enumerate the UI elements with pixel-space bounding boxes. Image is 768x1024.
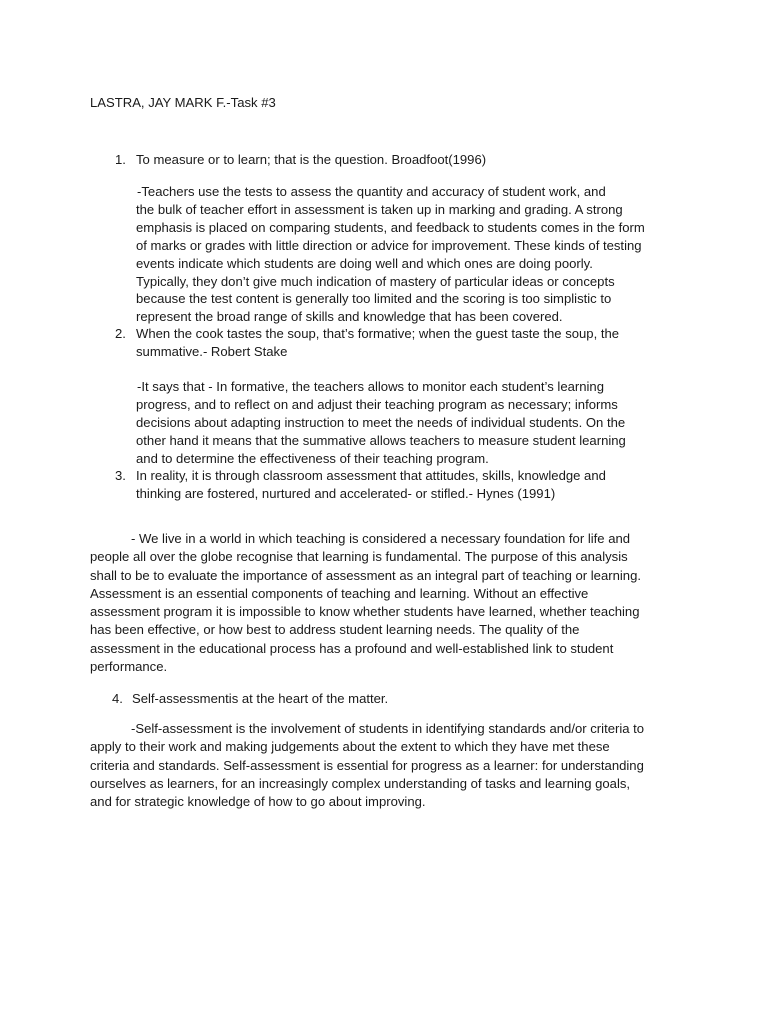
item-3-explanation-line: performance. [90,659,168,675]
item-3-number: 3. [115,468,126,483]
item-2-explanation-line: and to determine the effectiveness of their teaching program. [136,450,489,466]
item-2-explanation [136,378,626,468]
item-2-explanation-line: decisions about adapting instruction to meet the needs of individual students. On the [136,414,626,430]
item-4-explanation-line: apply to their work and making judgements about the extent to which they have met these [90,739,610,755]
item-1-explanation-line: the bulk of teacher effort in assessment is taken up in marking and grading. A strong [136,201,623,217]
item-1-explanation-line: events indicate which students are doing well and which ones are doing poorly. [136,255,593,271]
item-1-explanation [136,183,645,326]
item-2-explanation-line: progress, and to reflect on and adjust their teaching program as necessary; informs [136,396,618,412]
item-3-explanation [90,530,641,676]
item-3-quote-line: In reality, it is through classroom assessment that attitudes, skills, knowledge and [136,468,606,483]
item-1-number: 1. [115,152,126,167]
item-3-explanation-line: assessment in the educational process has a profound and well-established link to student [90,640,614,656]
item-3-explanation-line: Assessment is an essential components of teaching and learning. Without an effective [90,585,589,601]
item-1-explanation-line: -Teachers use the tests to assess the quantity and accuracy of student work, and [137,184,606,199]
item-4-quote: Self-assessmentis at the heart of the matter. [132,691,389,706]
item-3-explanation-line: assessment program it is impossible to know whether students have learned, whether teaching [90,604,640,620]
item-1-explanation-line: represent the broad range of skills and knowledge that has been covered. [136,309,563,325]
item-4-number: 4. [112,691,123,706]
item-4-explanation-line: -Self-assessment is the involvement of students in identifying standards and/or criteria to [131,721,645,736]
item-3-explanation-line: shall to be to evaluate the importance of assessment as an integral part of teaching or learning. [90,567,641,583]
item-2-quote-line: summative.- Robert Stake [136,343,288,359]
item-4-explanation-line: criteria and standards. Self-assessment is essential for progress as a learner: for understanding [90,757,644,773]
item-1-quote: To measure or to learn; that is the question. Broadfoot(1996) [136,152,487,167]
item-4-explanation-line: and for strategic knowledge of how to go about improving. [90,794,426,810]
item-2-quote [136,325,619,361]
item-4-explanation-line: ourselves as learners, for an increasingly complex understanding of tasks and learning goals, [90,775,631,791]
item-3-explanation-line: people all over the globe recognise that learning is fundamental. The purpose of this analysis [90,549,628,565]
item-3-quote [136,467,606,503]
item-3-explanation-line: has been effective, or how best to address student learning needs. The quality of the [90,622,580,638]
document-header: LASTRA, JAY MARK F.-Task #3 [90,95,276,110]
item-3-quote-line: thinking are fostered, nurtured and accelerated- or stifled.- Hynes (1991) [136,485,556,501]
item-2-number: 2. [115,326,126,341]
item-2-explanation-line: -It says that - In formative, the teachers allows to monitor each student’s learning [137,379,604,394]
item-2-quote-line: When the cook tastes the soup, that’s formative; when the guest taste the soup, the [136,326,620,341]
item-1-explanation-line: Typically, they don’t give much indication of mastery of particular ideas or concepts [136,273,615,289]
item-3-explanation-line: - We live in a world in which teaching is considered a necessary foundation for life and [131,531,631,546]
item-1-explanation-line: emphasis is placed on comparing students, and feedback to students comes in the form [136,219,645,235]
item-1-explanation-line: of marks or grades with little direction or advice for improvement. These kinds of testing [136,237,642,253]
item-4-explanation [90,720,644,811]
item-2-explanation-line: other hand it means that the summative allows teachers to measure student learning [136,432,626,448]
item-1-explanation-line: because the test content is generally too limited and the scoring is too simplistic to [136,291,612,307]
